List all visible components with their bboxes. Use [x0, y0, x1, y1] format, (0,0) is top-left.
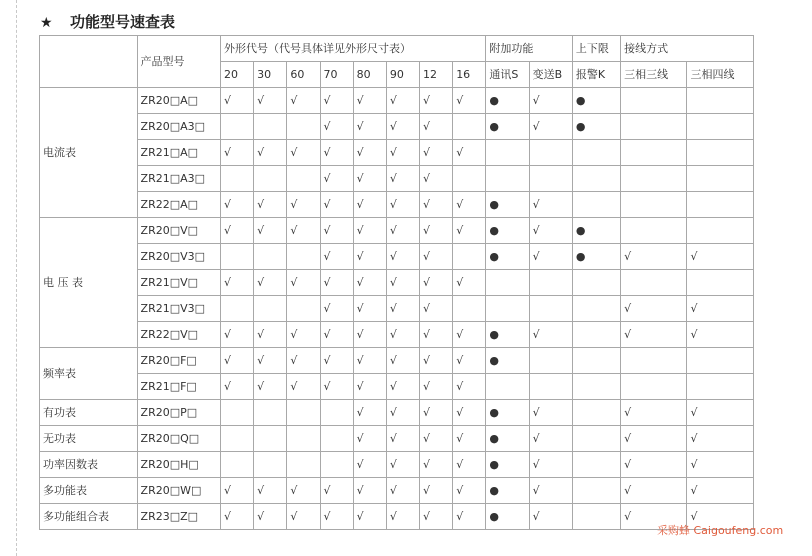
feature-cell: √: [220, 88, 253, 114]
feature-cell: √: [420, 504, 453, 530]
feature-cell: √: [420, 296, 453, 322]
feature-cell: [572, 296, 620, 322]
header-size: 60: [287, 62, 320, 88]
table-row: [40, 296, 754, 322]
feature-cell: √: [254, 504, 287, 530]
feature-cell: √: [287, 88, 320, 114]
feature-cell: √: [529, 218, 572, 244]
feature-cell: √: [529, 426, 572, 452]
category-label: 功率因数表: [40, 452, 138, 478]
feature-cell: ●: [486, 452, 529, 478]
feature-cell: [453, 244, 486, 270]
model-cell: ZR21□V□: [137, 270, 220, 296]
feature-cell: √: [420, 192, 453, 218]
watermark: 采购蜂 Caigoufeng.com: [657, 524, 784, 537]
feature-cell: [529, 374, 572, 400]
header-shape-group: 外形代号（代号具体详见外形尺寸表）: [220, 36, 485, 62]
feature-cell: √: [220, 140, 253, 166]
feature-cell: √: [254, 478, 287, 504]
feature-cell: √: [287, 374, 320, 400]
header-wiring-group: 接线方式: [621, 36, 754, 62]
feature-cell: √: [687, 478, 754, 504]
feature-cell: [572, 166, 620, 192]
table-row: [40, 504, 754, 530]
feature-cell: √: [320, 296, 353, 322]
model-cell: ZR21□F□: [137, 374, 220, 400]
feature-cell: √: [386, 88, 419, 114]
feature-cell: √: [386, 348, 419, 374]
feature-cell: √: [621, 296, 687, 322]
model-cell: ZR20□H□: [137, 452, 220, 478]
feature-cell: √: [386, 426, 419, 452]
header-size: 30: [254, 62, 287, 88]
feature-cell: √: [353, 192, 386, 218]
feature-cell: [687, 140, 754, 166]
category-label: 电流表: [40, 88, 138, 218]
table-row: [40, 348, 754, 374]
table-row: [40, 400, 754, 426]
feature-cell: √: [420, 322, 453, 348]
feature-cell: √: [687, 296, 754, 322]
table-row: [40, 374, 754, 400]
feature-cell: √: [529, 192, 572, 218]
feature-cell: [486, 166, 529, 192]
feature-cell: √: [453, 452, 486, 478]
feature-cell: √: [453, 400, 486, 426]
table-row: [40, 322, 754, 348]
feature-cell: √: [420, 478, 453, 504]
feature-cell: ●: [486, 504, 529, 530]
feature-cell: √: [320, 322, 353, 348]
feature-cell: [220, 400, 253, 426]
feature-cell: √: [254, 270, 287, 296]
page-title: [40, 9, 175, 35]
feature-cell: √: [220, 218, 253, 244]
table-row: [40, 88, 754, 114]
feature-cell: √: [220, 478, 253, 504]
feature-cell: √: [254, 348, 287, 374]
table-row: [40, 452, 754, 478]
feature-cell: √: [320, 478, 353, 504]
feature-cell: √: [254, 88, 287, 114]
table-row: [40, 114, 754, 140]
feature-cell: ●: [572, 114, 620, 140]
feature-cell: √: [287, 218, 320, 244]
feature-cell: ●: [572, 88, 620, 114]
header-corner: [40, 36, 138, 88]
feature-cell: ●: [486, 88, 529, 114]
feature-cell: √: [529, 504, 572, 530]
feature-cell: √: [529, 244, 572, 270]
feature-cell: [621, 374, 687, 400]
feature-cell: √: [320, 114, 353, 140]
feature-cell: ●: [486, 400, 529, 426]
feature-cell: √: [386, 374, 419, 400]
feature-cell: √: [320, 270, 353, 296]
feature-cell: [572, 192, 620, 218]
feature-cell: √: [453, 374, 486, 400]
feature-cell: √: [320, 374, 353, 400]
header-size: 12: [420, 62, 453, 88]
feature-cell: ●: [486, 192, 529, 218]
feature-cell: √: [353, 426, 386, 452]
feature-cell: √: [386, 296, 419, 322]
model-cell: ZR21□V3□: [137, 296, 220, 322]
feature-cell: √: [353, 400, 386, 426]
category-label: 多功能表: [40, 478, 138, 504]
feature-cell: [621, 140, 687, 166]
feature-cell: √: [353, 114, 386, 140]
feature-cell: √: [254, 322, 287, 348]
header-size: 80: [353, 62, 386, 88]
feature-cell: √: [320, 192, 353, 218]
feature-cell: √: [621, 504, 687, 530]
feature-cell: √: [254, 140, 287, 166]
feature-cell: √: [621, 426, 687, 452]
feature-cell: ●: [486, 218, 529, 244]
feature-cell: [621, 270, 687, 296]
model-cell: ZR20□A□: [137, 88, 220, 114]
feature-cell: [220, 296, 253, 322]
feature-cell: √: [453, 192, 486, 218]
feature-cell: [529, 140, 572, 166]
feature-cell: √: [353, 296, 386, 322]
feature-cell: [572, 452, 620, 478]
feature-cell: [687, 166, 754, 192]
title-text: 功能型号速查表: [70, 13, 176, 31]
feature-cell: √: [287, 270, 320, 296]
feature-cell: √: [420, 88, 453, 114]
feature-cell: [687, 192, 754, 218]
feature-cell: [287, 426, 320, 452]
spec-table: [39, 35, 754, 530]
feature-cell: ●: [486, 322, 529, 348]
feature-cell: [254, 452, 287, 478]
feature-cell: √: [386, 400, 419, 426]
feature-cell: [287, 244, 320, 270]
feature-cell: √: [420, 348, 453, 374]
feature-cell: √: [287, 140, 320, 166]
feature-cell: [453, 114, 486, 140]
feature-cell: ●: [486, 114, 529, 140]
feature-cell: [287, 296, 320, 322]
feature-cell: √: [687, 426, 754, 452]
table-row: [40, 192, 754, 218]
feature-cell: √: [687, 452, 754, 478]
feature-cell: ●: [486, 348, 529, 374]
feature-cell: [220, 114, 253, 140]
feature-cell: √: [320, 218, 353, 244]
feature-cell: √: [320, 348, 353, 374]
feature-cell: √: [386, 478, 419, 504]
feature-cell: √: [353, 140, 386, 166]
feature-cell: [529, 348, 572, 374]
feature-cell: √: [386, 322, 419, 348]
feature-cell: √: [621, 322, 687, 348]
feature-cell: √: [687, 400, 754, 426]
feature-cell: √: [353, 452, 386, 478]
model-cell: ZR20□V3□: [137, 244, 220, 270]
feature-cell: √: [453, 88, 486, 114]
feature-cell: √: [386, 244, 419, 270]
feature-cell: [621, 88, 687, 114]
feature-cell: √: [353, 270, 386, 296]
feature-cell: √: [420, 374, 453, 400]
feature-cell: [687, 270, 754, 296]
feature-cell: √: [386, 140, 419, 166]
feature-cell: [220, 244, 253, 270]
feature-cell: √: [353, 244, 386, 270]
category-label: 有功表: [40, 400, 138, 426]
feature-cell: √: [287, 478, 320, 504]
feature-cell: ●: [486, 244, 529, 270]
feature-cell: [572, 478, 620, 504]
feature-cell: [687, 114, 754, 140]
model-cell: ZR20□V□: [137, 218, 220, 244]
model-cell: ZR20□A3□: [137, 114, 220, 140]
feature-cell: √: [529, 114, 572, 140]
table-row: [40, 140, 754, 166]
header-addon-group: 附加功能: [486, 36, 572, 62]
feature-cell: √: [386, 218, 419, 244]
feature-cell: [287, 166, 320, 192]
table-row: [40, 218, 754, 244]
table-row: [40, 244, 754, 270]
feature-cell: √: [220, 192, 253, 218]
feature-cell: √: [529, 478, 572, 504]
model-cell: ZR22□A□: [137, 192, 220, 218]
feature-cell: [572, 426, 620, 452]
feature-cell: [320, 426, 353, 452]
feature-cell: [320, 452, 353, 478]
feature-cell: √: [420, 452, 453, 478]
feature-cell: √: [320, 244, 353, 270]
feature-cell: [621, 114, 687, 140]
category-label: 多功能组合表: [40, 504, 138, 530]
feature-cell: √: [320, 140, 353, 166]
feature-cell: √: [687, 504, 754, 530]
header-model: 产品型号: [137, 36, 220, 88]
category-label: 频率表: [40, 348, 138, 400]
header-size: 70: [320, 62, 353, 88]
header-wiring: 三相三线: [621, 62, 687, 88]
feature-cell: ●: [572, 244, 620, 270]
feature-cell: √: [420, 270, 453, 296]
feature-cell: √: [220, 504, 253, 530]
feature-cell: [254, 296, 287, 322]
feature-cell: ●: [486, 426, 529, 452]
model-cell: ZR21□A3□: [137, 166, 220, 192]
feature-cell: [287, 400, 320, 426]
feature-cell: √: [220, 322, 253, 348]
header-size: 16: [453, 62, 486, 88]
feature-cell: √: [453, 426, 486, 452]
feature-cell: √: [320, 504, 353, 530]
feature-cell: [254, 114, 287, 140]
feature-cell: √: [287, 348, 320, 374]
feature-cell: [220, 426, 253, 452]
feature-cell: √: [687, 322, 754, 348]
feature-cell: √: [353, 166, 386, 192]
feature-cell: [572, 322, 620, 348]
feature-cell: √: [386, 504, 419, 530]
feature-cell: [453, 296, 486, 322]
category-label: 电 压 表: [40, 218, 138, 348]
feature-cell: [572, 504, 620, 530]
model-cell: ZR21□A□: [137, 140, 220, 166]
feature-cell: [572, 400, 620, 426]
feature-cell: √: [353, 348, 386, 374]
feature-cell: √: [621, 244, 687, 270]
feature-cell: √: [420, 140, 453, 166]
feature-cell: [621, 166, 687, 192]
feature-cell: ●: [572, 218, 620, 244]
feature-cell: √: [420, 218, 453, 244]
feature-cell: √: [453, 140, 486, 166]
feature-cell: √: [453, 270, 486, 296]
table-row: [40, 166, 754, 192]
feature-cell: √: [420, 114, 453, 140]
feature-cell: √: [220, 348, 253, 374]
feature-cell: √: [529, 322, 572, 348]
feature-cell: √: [254, 218, 287, 244]
feature-cell: √: [353, 322, 386, 348]
feature-cell: √: [420, 400, 453, 426]
feature-cell: [287, 114, 320, 140]
feature-cell: √: [420, 426, 453, 452]
feature-cell: [220, 166, 253, 192]
header-size: 90: [386, 62, 419, 88]
feature-cell: [687, 374, 754, 400]
feature-cell: √: [220, 374, 253, 400]
feature-cell: √: [453, 478, 486, 504]
feature-cell: √: [687, 244, 754, 270]
feature-cell: √: [386, 114, 419, 140]
feature-cell: [486, 140, 529, 166]
feature-cell: [254, 244, 287, 270]
feature-cell: √: [420, 244, 453, 270]
feature-cell: √: [420, 166, 453, 192]
feature-cell: √: [320, 166, 353, 192]
feature-cell: √: [453, 218, 486, 244]
feature-cell: √: [254, 192, 287, 218]
feature-cell: [287, 452, 320, 478]
header-row-1: [40, 36, 754, 62]
model-cell: ZR20□P□: [137, 400, 220, 426]
header-wiring: 三相四线: [687, 62, 754, 88]
header-limit-group: 上下限: [572, 36, 620, 62]
feature-cell: [254, 426, 287, 452]
feature-cell: √: [621, 452, 687, 478]
feature-cell: [572, 374, 620, 400]
star-icon: ★: [40, 15, 53, 31]
header-addon: 变送B: [529, 62, 572, 88]
feature-cell: √: [386, 192, 419, 218]
feature-cell: √: [353, 218, 386, 244]
feature-cell: √: [353, 504, 386, 530]
feature-cell: √: [320, 88, 353, 114]
feature-cell: √: [621, 400, 687, 426]
table-row: [40, 270, 754, 296]
feature-cell: √: [453, 348, 486, 374]
feature-cell: √: [287, 322, 320, 348]
feature-cell: [486, 374, 529, 400]
model-cell: ZR23□Z□: [137, 504, 220, 530]
feature-cell: [621, 348, 687, 374]
feature-cell: √: [353, 88, 386, 114]
feature-cell: √: [386, 166, 419, 192]
header-addon: 通讯S: [486, 62, 529, 88]
feature-cell: [529, 296, 572, 322]
feature-cell: [320, 400, 353, 426]
feature-cell: √: [287, 192, 320, 218]
feature-cell: [687, 348, 754, 374]
feature-cell: [621, 192, 687, 218]
feature-cell: [254, 400, 287, 426]
feature-cell: √: [529, 452, 572, 478]
feature-cell: √: [529, 88, 572, 114]
feature-cell: [486, 296, 529, 322]
feature-cell: [486, 270, 529, 296]
feature-cell: √: [386, 270, 419, 296]
feature-cell: √: [386, 452, 419, 478]
feature-cell: [220, 452, 253, 478]
feature-cell: [529, 166, 572, 192]
feature-cell: √: [254, 374, 287, 400]
feature-cell: √: [353, 374, 386, 400]
feature-cell: √: [453, 504, 486, 530]
feature-cell: √: [621, 478, 687, 504]
header-limit: 报警K: [572, 62, 620, 88]
model-cell: ZR22□V□: [137, 322, 220, 348]
category-label: 无功表: [40, 426, 138, 452]
feature-cell: √: [287, 504, 320, 530]
feature-cell: √: [353, 478, 386, 504]
model-cell: ZR20□Q□: [137, 426, 220, 452]
feature-cell: √: [453, 322, 486, 348]
model-cell: ZR20□W□: [137, 478, 220, 504]
table-row: [40, 478, 754, 504]
feature-cell: [529, 270, 572, 296]
table-row: [40, 426, 754, 452]
feature-cell: [572, 348, 620, 374]
feature-cell: √: [220, 270, 253, 296]
feature-cell: [687, 88, 754, 114]
feature-cell: [687, 218, 754, 244]
left-dashed-rule: [16, 0, 17, 556]
feature-cell: [254, 166, 287, 192]
feature-cell: [572, 270, 620, 296]
feature-cell: [453, 166, 486, 192]
feature-cell: ●: [486, 478, 529, 504]
feature-cell: [572, 140, 620, 166]
feature-cell: √: [529, 400, 572, 426]
feature-cell: [621, 218, 687, 244]
model-cell: ZR20□F□: [137, 348, 220, 374]
header-size: 20: [220, 62, 253, 88]
